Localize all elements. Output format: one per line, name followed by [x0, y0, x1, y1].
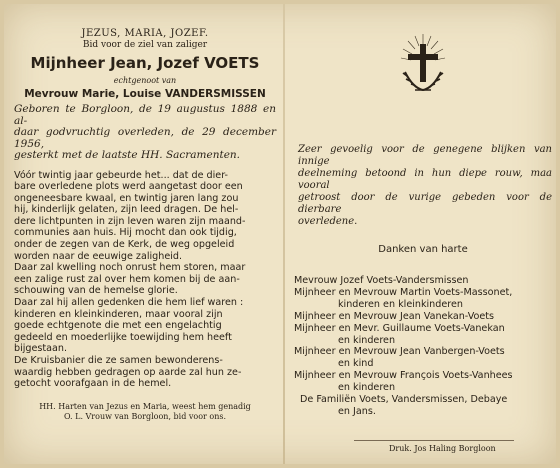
memorial-text-line: bijgestaan. — [14, 343, 68, 355]
prayer-line: Bid voor de ziel van zaliger — [82, 40, 208, 50]
cross-emblem-icon — [393, 32, 453, 98]
closing-prayer — [14, 402, 276, 422]
memorial-text-line: getocht voorafgaan in de hemel. — [14, 378, 172, 390]
memorial-text-line: ongeneesbare kwaal, en twintig jaren lang zou — [14, 192, 239, 204]
family-line: Mijnheer en Mevr. Guillaume Voets-Vanekan — [294, 322, 505, 334]
thanks-line: overledene. — [298, 216, 358, 227]
memorial-text-line: bare overledene plots werd aangetast door een — [14, 181, 243, 193]
memorial-text-line: hij, kinderlijk gelaten, zijn leed dragen. De hel- — [14, 204, 239, 216]
thanks-heading: Danken van harte — [378, 244, 468, 255]
memorial-text-line: communies aan huis. Hij mocht dan ook tijdig, — [14, 227, 237, 239]
right-panel — [294, 10, 552, 453]
card-fold — [283, 4, 285, 464]
memorial-text-line: een zalige rust zal over hem komen bij de aan- — [14, 273, 240, 285]
memorial-text — [14, 170, 276, 390]
family-line: en kind — [338, 358, 374, 370]
memorial-text-line: dere lichtpunten in zijn leven waren zijn maand- — [14, 215, 246, 227]
memorial-text-line: Daar zal kwelling noch onrust hem storen, maar — [14, 262, 246, 274]
birth-death-info — [14, 104, 276, 162]
header-line: JEZUS, MARIA, JOZEF. — [81, 28, 209, 39]
memorial-text-line: gedeeld en moederlijke toewijding hem heeft — [14, 331, 232, 343]
born-line: gesterkt met de laatste HH. Sacramenten. — [14, 149, 241, 161]
printer-divider — [354, 440, 514, 441]
memorial-text-line: worden naar de eeuwige zaligheid. — [14, 250, 183, 262]
family-line: Mevrouw Jozef Voets-Vandersmissen — [294, 275, 469, 286]
memorial-text-line: kinderen en kleinkinderen, maar vooral zijn — [14, 308, 223, 320]
memorial-card — [4, 4, 556, 464]
thanks-message — [294, 144, 552, 228]
family-line: Mijnheer en Mevrouw Jean Vanbergen-Voets — [294, 346, 505, 358]
thanks-line: deelneming betoond in hun diepe rouw, maa vooral — [298, 168, 552, 191]
family-line: De Familiën Voets, Vandersmissen, Debaye — [300, 394, 508, 406]
memorial-text-line: De Kruisbanier die ze samen bewonderens- — [14, 355, 223, 366]
thanks-line: getroost door de vurige gebeden voor de dierbare — [298, 192, 552, 215]
family-line: en kinderen — [338, 382, 396, 394]
memorial-text-line: Vóór twintig jaar gebeurde het... dat de dier- — [14, 169, 228, 181]
thanks-line: Zeer gevoelig voor de genegene blijken van innige — [298, 144, 552, 167]
memorial-text-line: Daar zal hij allen gedenken die hem lief waren : — [14, 297, 244, 309]
left-panel — [14, 10, 276, 422]
memorial-text-line: goede echtgenote die met een engelachtig — [14, 320, 222, 332]
closing-line: O. L. Vrouw van Borgloon, bid voor ons. — [63, 411, 227, 421]
born-line: Geboren te Borgloon, de 19 augustus 1888 en al- — [14, 103, 276, 127]
memorial-text-line: waardig hebben gedragen op aarde zal hun ze- — [14, 366, 242, 378]
memorial-text-line: onder de zegen van de Kerk, de weg opgeleid — [14, 239, 235, 251]
memorial-text-line: schouwing van de hemelse glorie. — [14, 285, 178, 297]
family-line: en Jans. — [338, 405, 376, 417]
born-line: daar godvruchtig overleden, de 29 december 1956, — [14, 126, 276, 150]
spouse-name: Mevrouw Marie, Louise VANDERSMISSEN — [24, 88, 266, 100]
closing-line: HH. Harten van Jezus en Maria, weest hem genadig — [39, 401, 251, 411]
family-line: kinderen en kleinkinderen — [338, 298, 463, 310]
family-line: Mijnheer en Mevrouw Jean Vanekan-Voets — [294, 310, 495, 322]
family-line: en kinderen — [338, 334, 396, 346]
spouse-label: echtgenoot van — [113, 76, 177, 85]
family-list — [294, 275, 552, 418]
printer-credit: Druk. Jos Haling Borgloon — [389, 444, 496, 453]
family-line: Mijnheer en Mevrouw François Voets-Vanhees — [294, 370, 513, 382]
deceased-name: Mijnheer Jean, Jozef VOETS — [30, 54, 260, 72]
family-line: Mijnheer en Mevrouw Martin Voets-Massonet, — [294, 286, 513, 298]
